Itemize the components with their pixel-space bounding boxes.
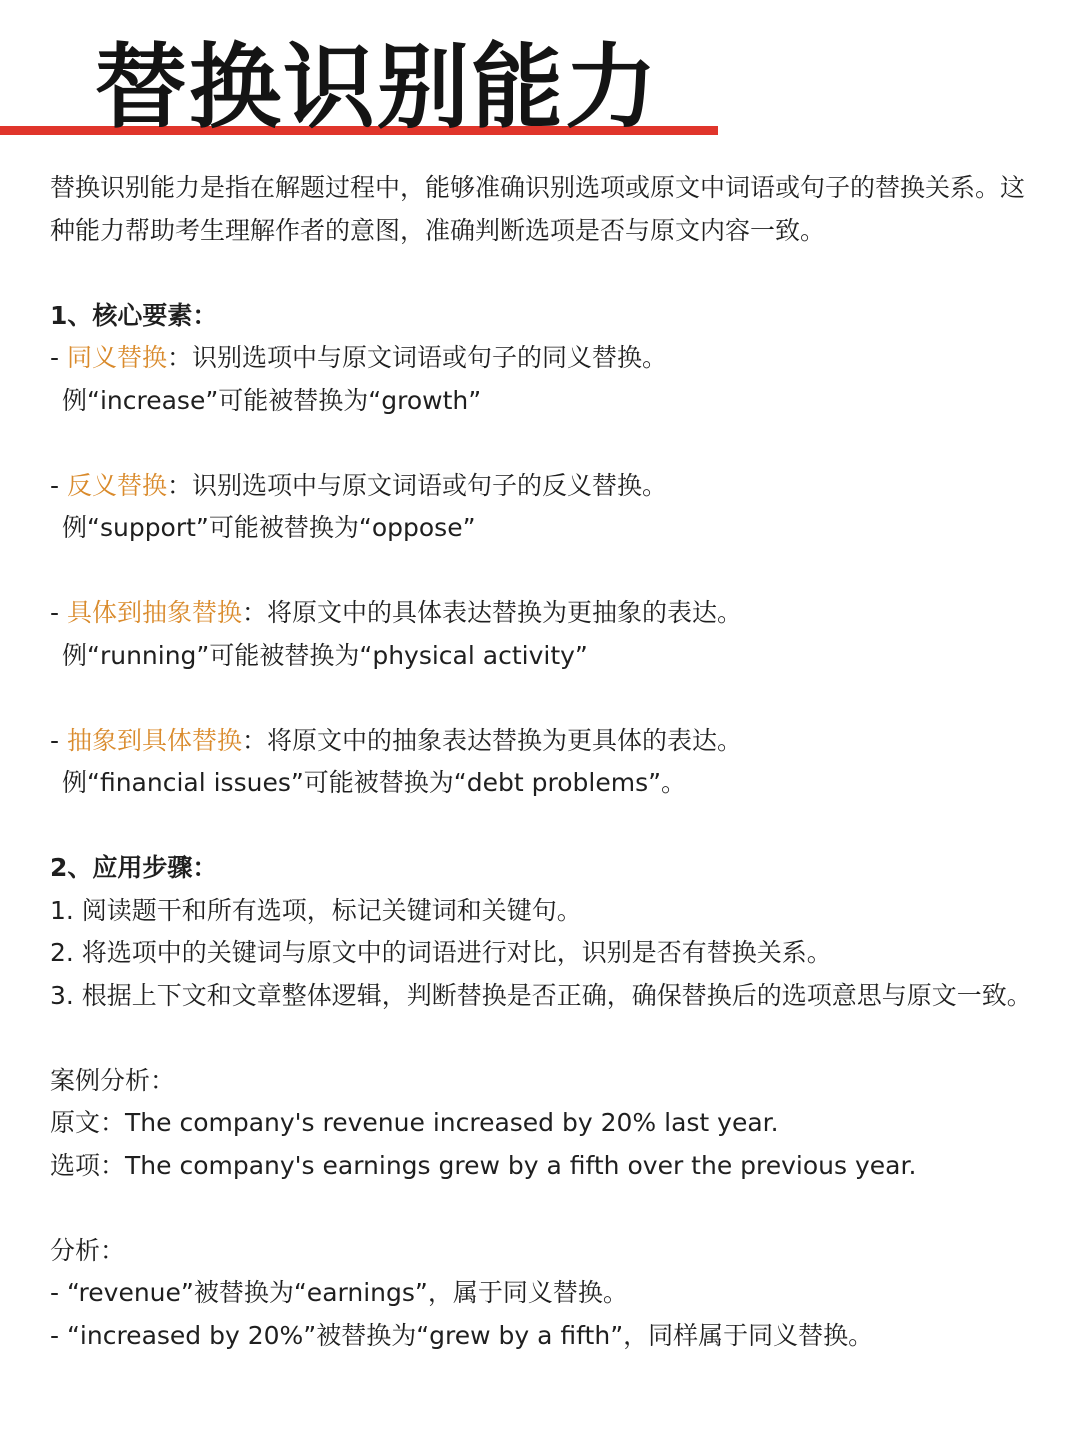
article-body bbox=[50, 167, 1040, 1357]
analysis-point: - “revenue”被替换为“earnings”，属于同义替换。 bbox=[50, 1278, 628, 1307]
element-item bbox=[50, 592, 1040, 635]
intro-paragraph: 替换识别能力是指在解题过程中，能够准确识别选项或原文中词语或句子的替换关系。这种能力帮助考生理解作者的意图，准确判断选项是否与原文内容一致。 bbox=[50, 173, 1026, 245]
case-option: 选项：The company's earnings grew by a fifth over the previous year. bbox=[50, 1150, 917, 1180]
analysis-heading: 分析： bbox=[50, 1235, 126, 1265]
element-item bbox=[50, 720, 1040, 763]
item-dash: - bbox=[50, 343, 67, 372]
element-example: 例“financial issues”可能被替换为“debt problems”。 bbox=[62, 768, 687, 797]
section2-heading: 2、应用步骤： bbox=[50, 853, 218, 882]
element-example: 例“support”可能被替换为“oppose” bbox=[62, 513, 476, 542]
element-desc: ：识别选项中与原文词语或句子的同义替换。 bbox=[166, 343, 667, 372]
element-example: 例“increase”可能被替换为“growth” bbox=[62, 385, 482, 415]
case-heading: 案例分析： bbox=[50, 1065, 176, 1095]
element-example: 例“running”可能被替换为“physical activity” bbox=[62, 640, 588, 670]
item-dash: - bbox=[50, 725, 67, 755]
case-original: 原文：The company's revenue increased by 20% last year. bbox=[50, 1108, 779, 1137]
element-desc: ：识别选项中与原文词语或句子的反义替换。 bbox=[166, 470, 667, 500]
step-item: 1. 阅读题干和所有选项，标记关键词和关键句。 bbox=[50, 895, 582, 925]
element-desc: ：将原文中的抽象表达替换为更具体的表达。 bbox=[241, 725, 742, 755]
element-desc: ：将原文中的具体表达替换为更抽象的表达。 bbox=[241, 598, 742, 627]
element-term: 同义替换 bbox=[66, 343, 167, 372]
element-term: 抽象到具体替换 bbox=[66, 725, 242, 755]
item-dash: - bbox=[50, 598, 67, 627]
item-dash: - bbox=[50, 470, 67, 500]
element-term: 反义替换 bbox=[66, 470, 167, 500]
element-term: 具体到抽象替换 bbox=[66, 598, 242, 627]
page-title: 替换识别能力 bbox=[95, 34, 660, 141]
section1-heading: 1、核心要素： bbox=[50, 300, 218, 330]
element-item bbox=[50, 337, 1040, 380]
element-item bbox=[50, 465, 1040, 508]
analysis-point: - “increased by 20%”被替换为“grew by a fifth”，同样属于同义替换。 bbox=[50, 1320, 874, 1350]
step-item: 3. 根据上下文和文章整体逻辑，判断替换是否正确，确保替换后的选项意思与原文一致。 bbox=[50, 980, 1032, 1010]
step-item: 2. 将选项中的关键词与原文中的词语进行对比，识别是否有替换关系。 bbox=[50, 938, 832, 967]
